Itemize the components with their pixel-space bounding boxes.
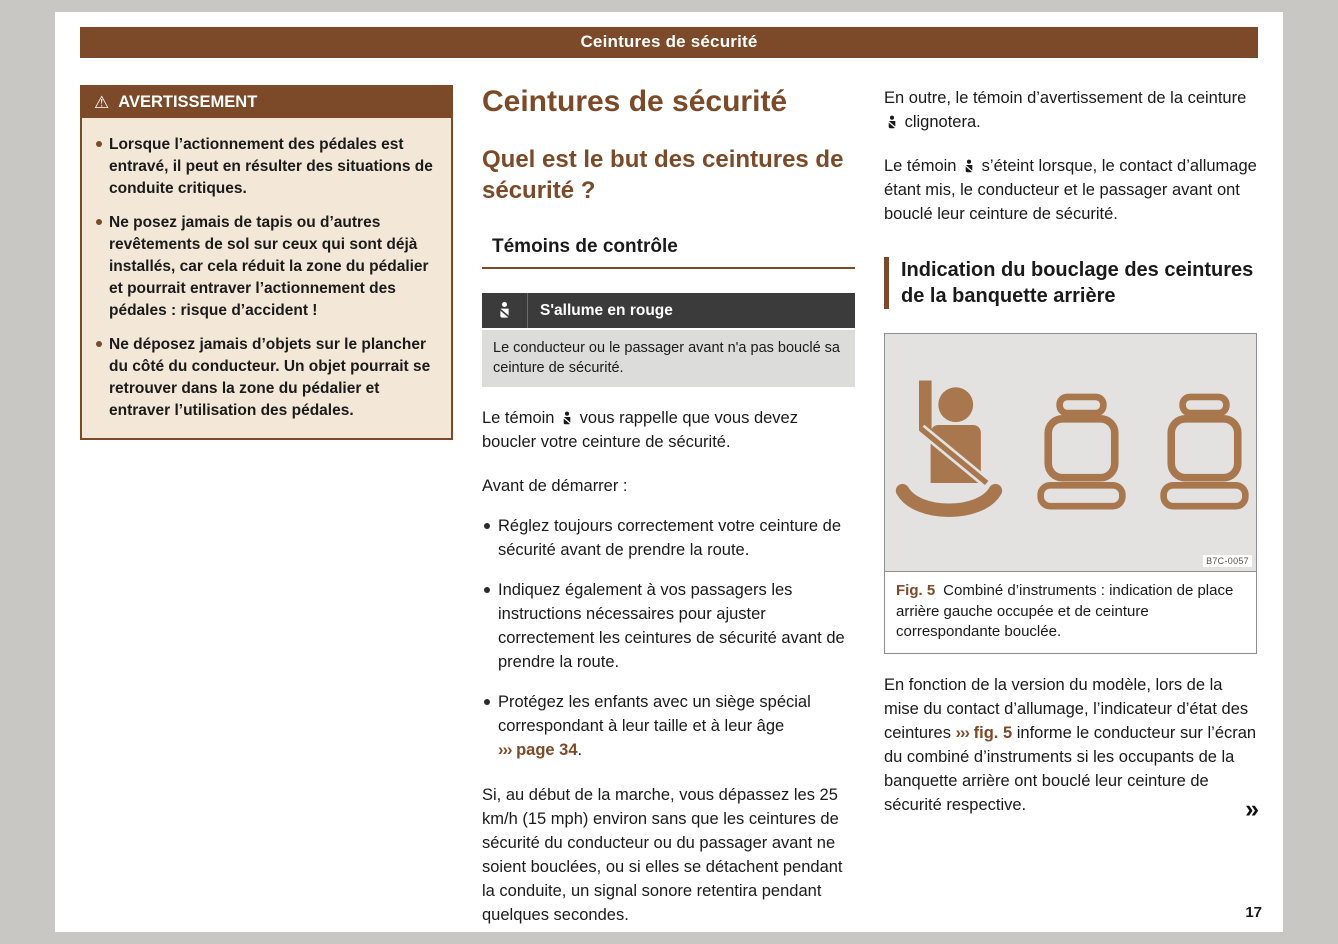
figure-image — [885, 334, 1256, 572]
extinguish-text-after: s’éteint lorsque, le contact d’allumage étant mis, le conducteur et le passager avant ont bouclé leur ceinture de sécurité. — [884, 156, 1257, 223]
chapter-header — [80, 27, 1258, 58]
reminder-text-before: Le témoin — [482, 409, 555, 428]
seatbelt-indicator-icon — [482, 293, 528, 328]
indicator-description: Le conducteur ou le passager avant n'a pas bouclé sa ceinture de sécurité. — [482, 330, 855, 387]
blink-text-after: clignotera. — [904, 112, 981, 131]
rear-belt-section-title: Indication du bouclage des ceintures de la banquette arrière — [884, 257, 1257, 310]
reference-label: fig. 5 — [973, 723, 1013, 742]
seatbelt-icon — [561, 411, 573, 426]
list-item-suffix: . — [577, 740, 583, 759]
page-title: Ceintures de sécurité — [482, 85, 788, 118]
subsection-title: Témoins de contrôle — [482, 236, 855, 269]
figure-code: B7C-0057 — [1203, 555, 1252, 567]
figure-reference — [956, 724, 1013, 742]
list-item: Indiquez également à vos passagers les instructions nécessaires pour ajuster correctement les ceintures de sécurité avant de prendre la route. — [482, 579, 855, 675]
manual-page — [55, 12, 1283, 932]
warning-header — [82, 87, 451, 118]
left-column — [80, 85, 453, 928]
warning-item: Lorsque l’actionnement des pédales est entravé, il peut en résulter des situations de conduite critiques. — [95, 134, 438, 200]
chapter-title: Ceintures de sécurité — [580, 32, 758, 51]
warning-triangle-icon: ⚠ — [94, 93, 110, 112]
empty-seat-icon — [1157, 393, 1252, 512]
warning-box — [80, 85, 453, 440]
figure-5 — [884, 333, 1257, 654]
speed-warning-paragraph: Si, au début de la marche, vous dépassez les 25 km/h (15 mph) environ sans que les ceintures de sécurité du conducteur ou du passager avant ne soient bouclées, ou si elles se détachent pendant la conduite, un signal sonore retentira pendant quelques secondes. — [482, 786, 843, 925]
indicator-label: S'allume en rouge — [540, 301, 673, 319]
seatbelt-icon — [963, 159, 975, 174]
seatbelt-icon — [886, 115, 898, 130]
blink-paragraph — [884, 87, 1257, 135]
warning-body — [82, 118, 451, 438]
middle-column — [482, 85, 855, 928]
reference-label: page 34 — [516, 740, 578, 759]
reminder-text-after: vous rappelle que vous devez boucler votre ceinture de sécurité. — [482, 409, 798, 452]
reference-arrows-icon: ››› — [955, 723, 970, 742]
warning-item: Ne posez jamais de tapis ou d’autres revêtements de sol sur ceux qui sont déjà installés, car cela réduit la zone du pédalier et pourrait entraver l’actionnement des pédales : risque d’accident ! — [95, 212, 438, 322]
page-number: 17 — [1245, 904, 1262, 921]
list-item — [482, 691, 855, 763]
figure-label: Fig. 5 — [896, 582, 936, 600]
list-item: Réglez toujours correctement votre ceinture de sécurité avant de prendre la route. — [482, 515, 855, 563]
figure-caption — [885, 572, 1256, 653]
empty-seat-icon — [1034, 393, 1129, 512]
warning-title: AVERTISSEMENT — [118, 93, 258, 111]
status-text-before: En fonction de la version du modèle, lors de la mise du contact d’allumage, l’indicateur d’état des ceintures — [884, 676, 1249, 742]
extinguish-text-before: Le témoin — [884, 156, 957, 175]
status-text-after: informe le conducteur sur l’écran du combiné d’instruments si les occupants de la banquette arrière ont bouclé leur ceinture de sécurité respective. — [884, 723, 1257, 814]
content-columns — [55, 58, 1283, 928]
right-column — [884, 85, 1257, 928]
reference-arrows-icon: ››› — [498, 740, 512, 759]
continuation-mark: » — [1245, 794, 1259, 823]
before-start-line: Avant de démarrer : — [482, 477, 628, 496]
seatbelt-icon — [497, 301, 512, 320]
reminder-paragraph — [482, 407, 855, 455]
occupied-seat-belted-icon — [890, 380, 1006, 526]
extinguish-paragraph — [884, 155, 1257, 227]
blink-text-before: En outre, le témoin d’avertissement de la ceinture — [884, 89, 1247, 107]
warning-item: Ne déposez jamais d’objets sur le plancher du côté du conducteur. Un objet pourrait se retrouver dans la zone du pédalier et entraver l’utilisation des pédales. — [95, 334, 438, 422]
section-title: Quel est le but des ceintures de sécurité ? — [482, 146, 844, 205]
list-item-text: Protégez les enfants avec un siège spécial correspondant à leur taille et à leur âge — [498, 692, 811, 735]
indicator-bar — [482, 293, 855, 328]
figure-caption-text: Combiné d’instruments : indication de place arrière gauche occupée et de ceinture correspondante bouclée. — [896, 582, 1234, 640]
page-reference — [498, 741, 578, 759]
status-indicator-paragraph — [884, 674, 1259, 823]
